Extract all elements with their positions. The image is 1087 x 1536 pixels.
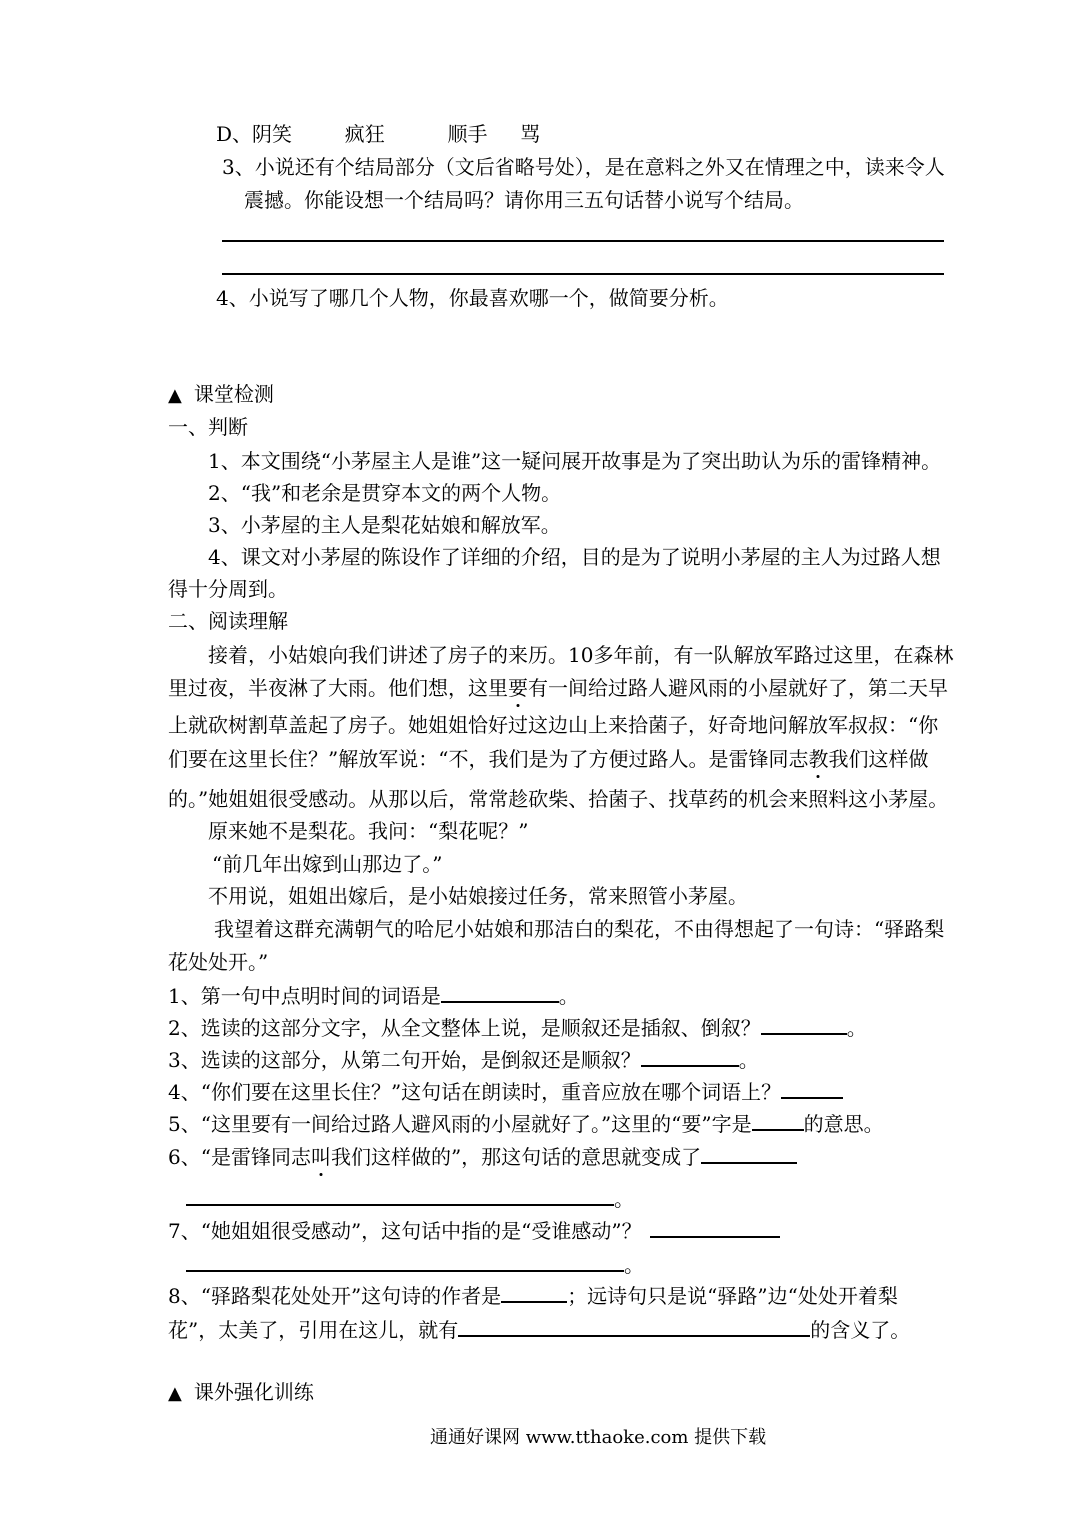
question-text: 的意思。	[803, 1112, 884, 1136]
question-text: ；远诗句只是说“驿路”边“处处开着梨	[567, 1284, 898, 1308]
passage-text: 有一间给过路人避风雨的小屋就好了，第二天早	[528, 676, 948, 700]
answer-blank[interactable]	[441, 981, 559, 1003]
answer-blank[interactable]	[650, 1216, 780, 1238]
answer-blank[interactable]	[701, 1142, 797, 1164]
reading-question-4	[168, 1077, 843, 1106]
question-text: 5、“这里要有一间给过路人避风雨的小屋就好了。”这里的“要”字是	[168, 1112, 752, 1136]
emphasis-char: 要	[508, 676, 528, 700]
part-1-title: 一、判断	[168, 415, 248, 439]
passage-line	[168, 674, 948, 702]
answer-line[interactable]	[222, 273, 944, 275]
question-text: 3、选读的这部分，从第二句开始，是倒叙还是顺叙？	[168, 1048, 641, 1072]
emphasis-char: 教	[808, 747, 829, 771]
section-heading-check	[168, 380, 274, 410]
option-d-word2: 疯狂	[344, 122, 385, 146]
passage-line: 我望着这群充满朝气的哈尼小姑娘和那洁白的梨花，不由得想起了一句诗：“驿路梨	[214, 917, 945, 941]
question-text: 的含义了。	[810, 1318, 911, 1342]
question-text: 我们这样做的”，那这句话的意思就变成了	[330, 1145, 702, 1169]
question-text: 。	[846, 1016, 867, 1040]
answer-blank[interactable]	[501, 1281, 567, 1303]
passage-text: 们要在这里长住？”解放军说：“不，我们是为了方便过路人。是雷锋同志	[168, 747, 809, 771]
question-text: 。	[614, 1187, 634, 1211]
reading-question-5	[168, 1109, 884, 1138]
reading-question-6	[168, 1142, 797, 1171]
part-2-title: 二、阅读理解	[168, 609, 288, 633]
question-text: 。	[738, 1048, 759, 1072]
reading-question-3	[168, 1045, 759, 1074]
question-text: 。	[558, 984, 579, 1008]
answer-blank[interactable]	[186, 1250, 624, 1272]
passage-line	[168, 745, 928, 773]
question-4: 4、小说写了哪几个人物，你最喜欢哪一个，做简要分析。	[216, 286, 729, 310]
judge-item-1: 1、本文围绕“小茅屋主人是谁”这一疑问展开故事是为了突出助认为乐的雷锋精神。	[208, 449, 942, 473]
question-text: 花”，太美了，引用在这儿，就有	[168, 1318, 459, 1342]
option-d-word4: 骂	[520, 122, 541, 146]
emphasis-char: 叫	[310, 1145, 331, 1169]
passage-line: 花处处开。”	[168, 950, 269, 974]
passage-line: 不用说，姐姐出嫁后，是小姑娘接过任务，常来照管小茅屋。	[208, 884, 748, 908]
passage-line: 原来她不是梨花。我问：“梨花呢？”	[208, 819, 529, 843]
reading-question-1	[168, 981, 579, 1010]
passage-line: 的。”她姐姐很受感动。从那以后，常常趁砍柴、拾菌子、找草药的机会来照料这小茅屋。	[168, 787, 949, 811]
triangle-icon: ▲	[168, 1383, 182, 1404]
passage-line: 上就砍树割草盖起了房子。她姐姐恰好过这边山上来拾菌子，好奇地问解放军叔叔：“你	[168, 713, 939, 737]
judge-item-4-line2: 得十分周到。	[168, 577, 288, 601]
reading-question-6-line2	[186, 1184, 634, 1213]
option-d	[216, 120, 540, 148]
option-d-word3: 顺手	[447, 122, 488, 146]
section-heading-label: 课外强化训练	[193, 1380, 314, 1404]
question-text: 1、第一句中点明时间的词语是	[168, 984, 441, 1008]
reading-question-8-line2	[168, 1315, 910, 1344]
question-text: 4、“你们要在这里长住？”这句话在朗读时，重音应放在哪个词语上？	[168, 1080, 782, 1104]
answer-line[interactable]	[222, 240, 944, 242]
answer-blank[interactable]	[641, 1045, 739, 1067]
answer-blank[interactable]	[781, 1077, 843, 1099]
reading-question-8	[168, 1281, 898, 1310]
question-text: 6、“是雷锋同志	[168, 1145, 311, 1169]
passage-line: “前几年出嫁到山那边了。”	[212, 852, 443, 876]
judge-item-2: 2、“我”和老余是贯穿本文的两个人物。	[208, 481, 562, 505]
passage-line: 接着，小姑娘向我们讲述了房子的来历。10多年前，有一队解放军路过这里，在森林	[208, 643, 954, 667]
reading-question-7	[168, 1216, 780, 1245]
judge-item-4-line1: 4、课文对小茅屋的陈设作了详细的介绍，目的是为了说明小茅屋的主人为过路人想	[208, 545, 941, 569]
option-d-label: D、阴笑	[216, 122, 293, 146]
passage-text: 我们这样做	[828, 747, 929, 771]
question-text: 。	[624, 1253, 644, 1277]
reading-question-7-line2	[186, 1250, 644, 1279]
reading-question-2	[168, 1013, 867, 1042]
question-text: 2、选读的这部分文字，从全文整体上说，是顺叙还是插叙、倒叙？	[168, 1016, 761, 1040]
section-heading-extra	[168, 1378, 314, 1408]
question-text: 8、“驿路梨花处处开”这句诗的作者是	[168, 1284, 502, 1308]
question-text: 7、“她姐姐很受感动”，这句话中指的是“受谁感动”？	[168, 1219, 642, 1243]
answer-blank[interactable]	[752, 1109, 804, 1131]
page-footer: 通通好课网 www.tthaoke.com 提供下载	[430, 1427, 767, 1448]
section-heading-label: 课堂检测	[193, 382, 274, 406]
answer-blank[interactable]	[186, 1184, 614, 1206]
triangle-icon: ▲	[168, 385, 182, 406]
question-3-line2: 震撼。你能设想一个结局吗？请你用三五句话替小说写个结局。	[244, 188, 804, 212]
passage-text: 里过夜，半夜淋了大雨。他们想，这里	[168, 676, 508, 700]
answer-blank[interactable]	[458, 1315, 810, 1337]
answer-blank[interactable]	[761, 1013, 847, 1035]
judge-item-3: 3、小茅屋的主人是梨花姑娘和解放军。	[208, 513, 561, 537]
question-3-line1: 3、小说还有个结局部分（文后省略号处），是在意料之外又在情理之中，读来令人	[222, 155, 945, 179]
